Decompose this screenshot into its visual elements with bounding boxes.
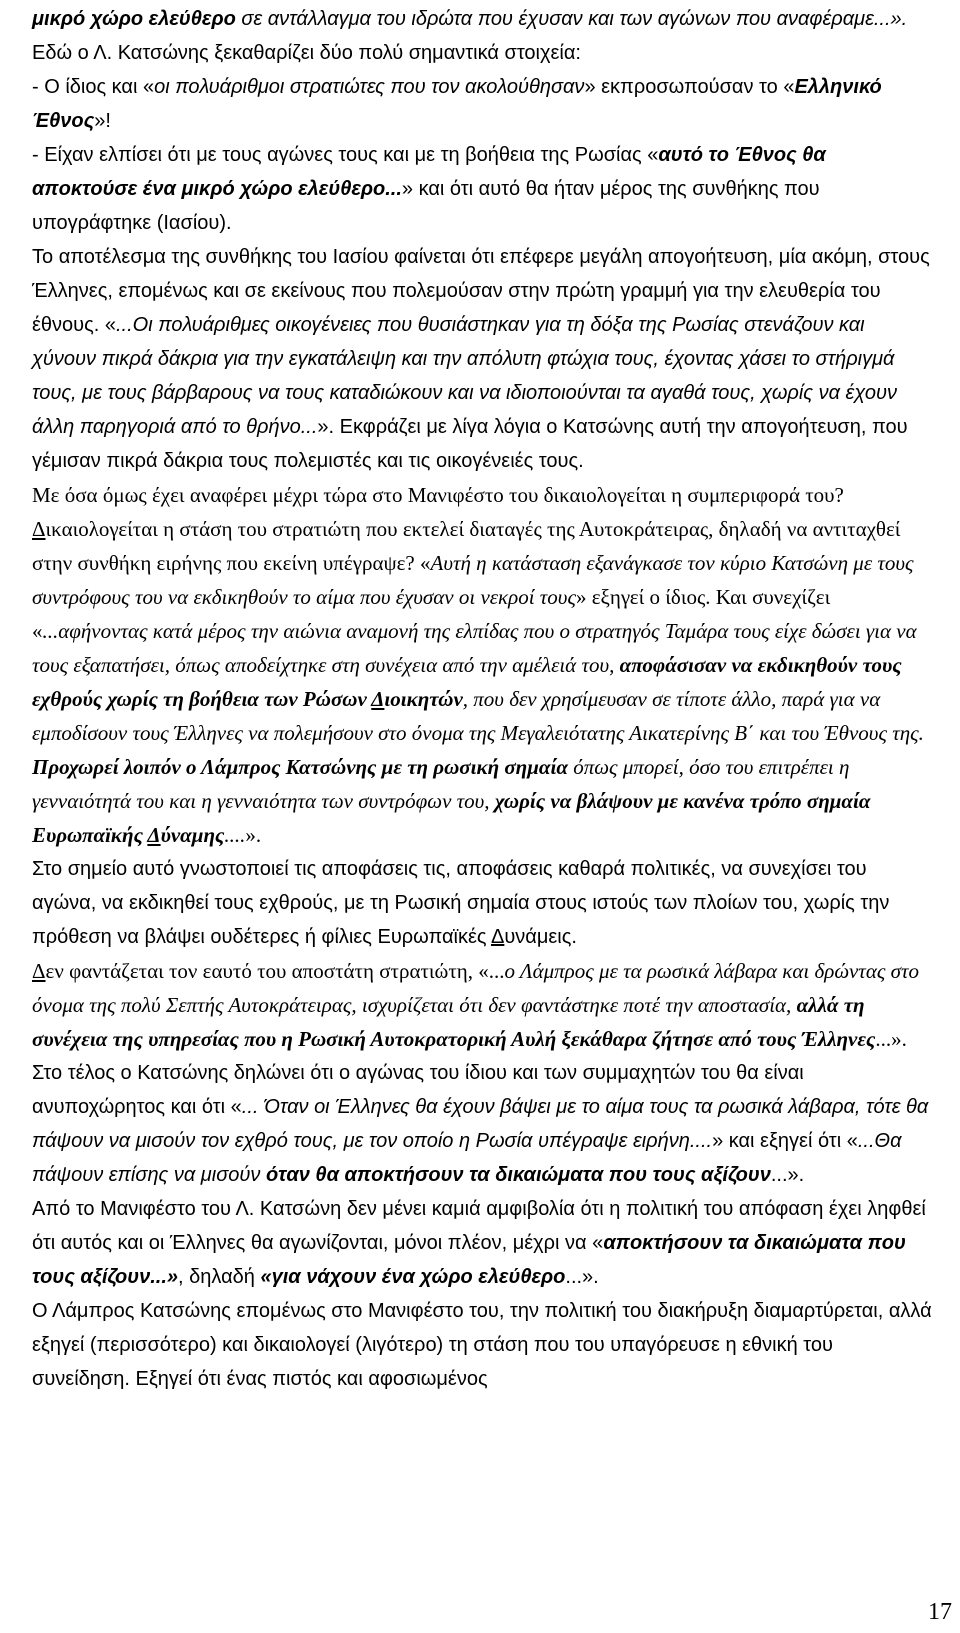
text-span: ο Λάμπρος με τα ρωσικά λάβαρα και δρώντας στο όνομα της πολύ Σεπτής Αυτοκράτειρας, ισχυρίζεται ότι δεν φαντάστηκε ποτέ την αποστασία, — [32, 959, 919, 1017]
text-span: Ο Λάμπρος Κατσώνης επομένως στο Μανιφέστο του, την πολιτική του διακήρυξη διαμαρτύρεται, αλλά εξηγεί (περισσότερο) και δικαιολογεί (λιγότερο) τη στάση που του υπαγόρευσε η εθνική του συνείδηση. Εξηγεί ότι ένας πιστός και αφοσιωμένος — [32, 1300, 932, 1390]
text-span: , που δεν χρησίμευσαν σε τίποτε άλλο, παρά για να εμποδίσουν τους Έλληνες να πολεμήσουν στο όνομα της Μεγαλειότατης Αικατερίνης Β΄ και του Έθνους της. — [32, 687, 924, 745]
text-span: αποκτήσουν τα δικαιώματα που τους αξίζουν...» — [32, 1232, 906, 1288]
page-number: 17 — [928, 1599, 952, 1625]
text-span: Δ — [371, 687, 385, 711]
text-span: Δ — [491, 926, 505, 948]
paragraph — [32, 70, 934, 138]
text-span: Με όσα όμως έχει αναφέρει μέχρι τώρα στο Μανιφέστο του δικαιολογείται η συμπεριφορά του? — [32, 483, 844, 507]
body-text — [32, 2, 934, 1396]
text-span: Δ — [147, 823, 161, 847]
text-span: .... — [224, 823, 246, 847]
paragraph — [32, 2, 934, 36]
text-span: Ελληνικό Έθνος — [32, 76, 882, 132]
text-span: ...Θα πάψουν επίσης να μισούν — [32, 1130, 902, 1186]
text-span: - Ο ίδιος και « — [32, 76, 155, 98]
paragraph — [32, 1294, 934, 1396]
text-span: ...αφήνοντας κατά μέρος την αιώνια αναμονή της ελπίδας που ο στρατηγός Ταμάρα τους είχε δώσει για να τους εξαπατήσει, όπως αποδείχτηκε στη συνέχεια από την αμέλειά του, — [32, 619, 917, 677]
paragraph — [32, 1056, 934, 1192]
text-span: »! — [94, 110, 111, 132]
text-span: » και εξηγεί ότι « — [712, 1130, 858, 1152]
text-span: ... Όταν οι Έλληνες θα έχουν βάψει με το αίμα τους τα ρωσικά λάβαρα, τότε θα πάψουν να μισούν τον εχθρό τους, με τον οποίο η Ρωσία υπέγραψε ειρήνη.... — [32, 1096, 929, 1152]
text-span: Αυτή η κατάσταση εξανάγκασε τον κύριο Κατσώνη με τους συντρόφους του να εκδικηθούν το αίμα που έχυσαν οι νεκροί τους — [32, 551, 914, 609]
text-span: Στο τέλος ο Κατσώνης δηλώνει ότι ο αγώνας του ίδιου και των συμμαχητών του θα είναι ανυποχώρητος και ότι « — [32, 1062, 804, 1118]
text-span: ικαιολογείται η στάση του στρατιώτη που εκτελεί διαταγές της Αυτοκράτειρας, δηλαδή να αντιταχθεί στην συνθήκη ειρήνης που εκείνη υπέγραψε? « — [32, 517, 901, 575]
text-span: αποφάσισαν να εκδικηθούν τους εχθρούς χωρίς τη βοήθεια των Ρώσων — [32, 653, 902, 711]
text-span: ». — [245, 823, 262, 847]
paragraph — [32, 36, 934, 70]
text-span: ...». — [770, 1164, 805, 1186]
text-span: » και ότι αυτό θα ήταν μέρος της συνθήκης που υπογράφτηκε (Ιασίου). — [32, 178, 820, 234]
paragraph — [32, 954, 934, 1056]
text-span: ύναμης — [160, 823, 225, 847]
text-span: , δηλαδή — [178, 1266, 261, 1288]
text-span: Το αποτέλεσμα της συνθήκης του Ιασίου φαίνεται ότι επέφερε μεγάλη απογοήτευση, μία ακόμη, στους Έλληνες, επομένως και σε εκείνους που πολεμούσαν στην πρώτη γραμμή για την ελευθερία του έθνους. « — [32, 246, 930, 336]
text-span: αλλά τη συνέχεια της υπηρεσίας που η Ρωσική Αυτοκρατορική Αυλή ξεκάθαρα ζήτησε από τους Έλληνες — [32, 993, 876, 1051]
text-span: Δ — [32, 517, 46, 541]
text-span: ιοικητών — [384, 687, 463, 711]
text-span: ...». — [875, 1027, 907, 1051]
text-span: «για νάχουν ένα χώρο ελεύθερο — [260, 1266, 566, 1288]
paragraph — [32, 1192, 934, 1294]
text-span: Προχωρεί λοιπόν ο Λάμπρος Κατσώνης με τη ρωσική σημαία — [32, 755, 568, 779]
text-span: Δ — [32, 959, 46, 983]
paragraph — [32, 138, 934, 240]
text-span: Στο σημείο αυτό γνωστοποιεί τις αποφάσεις τις, αποφάσεις καθαρά πολιτικές, να συνεχίσει του αγώνα, να εκδικηθεί τους εχθρούς, με τη Ρωσική σημαία στους ιστούς των πλοίων του, χωρίς την πρόθεση να βλάψει ουδέτερες ή φίλιες Ευρωπαϊκές — [32, 858, 890, 948]
text-span: αυτό το Έθνος θα αποκτούσε ένα μικρό χώρο ελεύθερο... — [32, 144, 826, 200]
text-span: » εκπροσωπούσαν το « — [584, 76, 795, 98]
text-span: χωρίς να βλάψουν με κανένα τρόπο σημαία Ευρωπαϊκής — [32, 789, 871, 847]
text-span: ...». — [565, 1266, 599, 1288]
text-span: οι πολυάριθμοι στρατιώτες που τον ακολούθησαν — [154, 76, 585, 98]
paragraph — [32, 478, 934, 852]
paragraph — [32, 852, 934, 954]
paragraph — [32, 240, 934, 478]
text-span: όταν θα αποκτήσουν τα δικαιώματα που τους αξίζουν — [265, 1164, 771, 1186]
text-span: ...Οι πολυάριθμες οικογένειες που θυσιάστηκαν για τη δόξα της Ρωσίας στενάζουν και χύνουν πικρά δάκρια για την εγκατάλειψη και την απόλυτη φτώχια τους, έχοντας χάσει το στήριγμά τους, με τους βάρβαρους να τους καταδιώκουν και να ιδιοποιούνται τα αγαθά τους, χωρίς να έχουν άλλη παρηγοριά από το θρήνο... — [32, 314, 898, 438]
text-span: όπως μπορεί, όσο του επιτρέπει η γενναιότητά του και η γενναιότητα των συντρόφων του, — [32, 755, 850, 813]
text-span: - Είχαν ελπίσει ότι με τους αγώνες τους και με τη βοήθεια της Ρωσίας « — [32, 144, 659, 166]
text-span: μικρό χώρο ελεύθερο — [32, 8, 236, 30]
text-span: Από το Μανιφέστο του Λ. Κατσώνη δεν μένει καμιά αμφιβολία ότι η πολιτική του απόφαση έχει ληφθεί ότι αυτός και οι Έλληνες θα αγωνίζονται, μόνοι πλέον, μέχρι να « — [32, 1198, 926, 1254]
text-span: ». Εκφράζει με λίγα λόγια ο Κατσώνης αυτή την απογοήτευση, που γέμισαν πικρά δάκρια τους πολεμιστές και τις οικογένειές τους. — [32, 416, 908, 472]
text-span: σε αντάλλαγμα του ιδρώτα που έχυσαν και των αγώνων που αναφέραμε...». — [235, 8, 908, 30]
text-span: » εξηγεί ο ίδιος. Και συνεχίζει « — [32, 585, 831, 643]
text-span: εν φαντάζεται τον εαυτό του αποστάτη στρατιώτη, «... — [45, 959, 505, 983]
text-span: Εδώ ο Λ. Κατσώνης ξεκαθαρίζει δύο πολύ σημαντικά στοιχεία: — [32, 42, 581, 64]
text-span: υνάμεις. — [504, 926, 577, 948]
